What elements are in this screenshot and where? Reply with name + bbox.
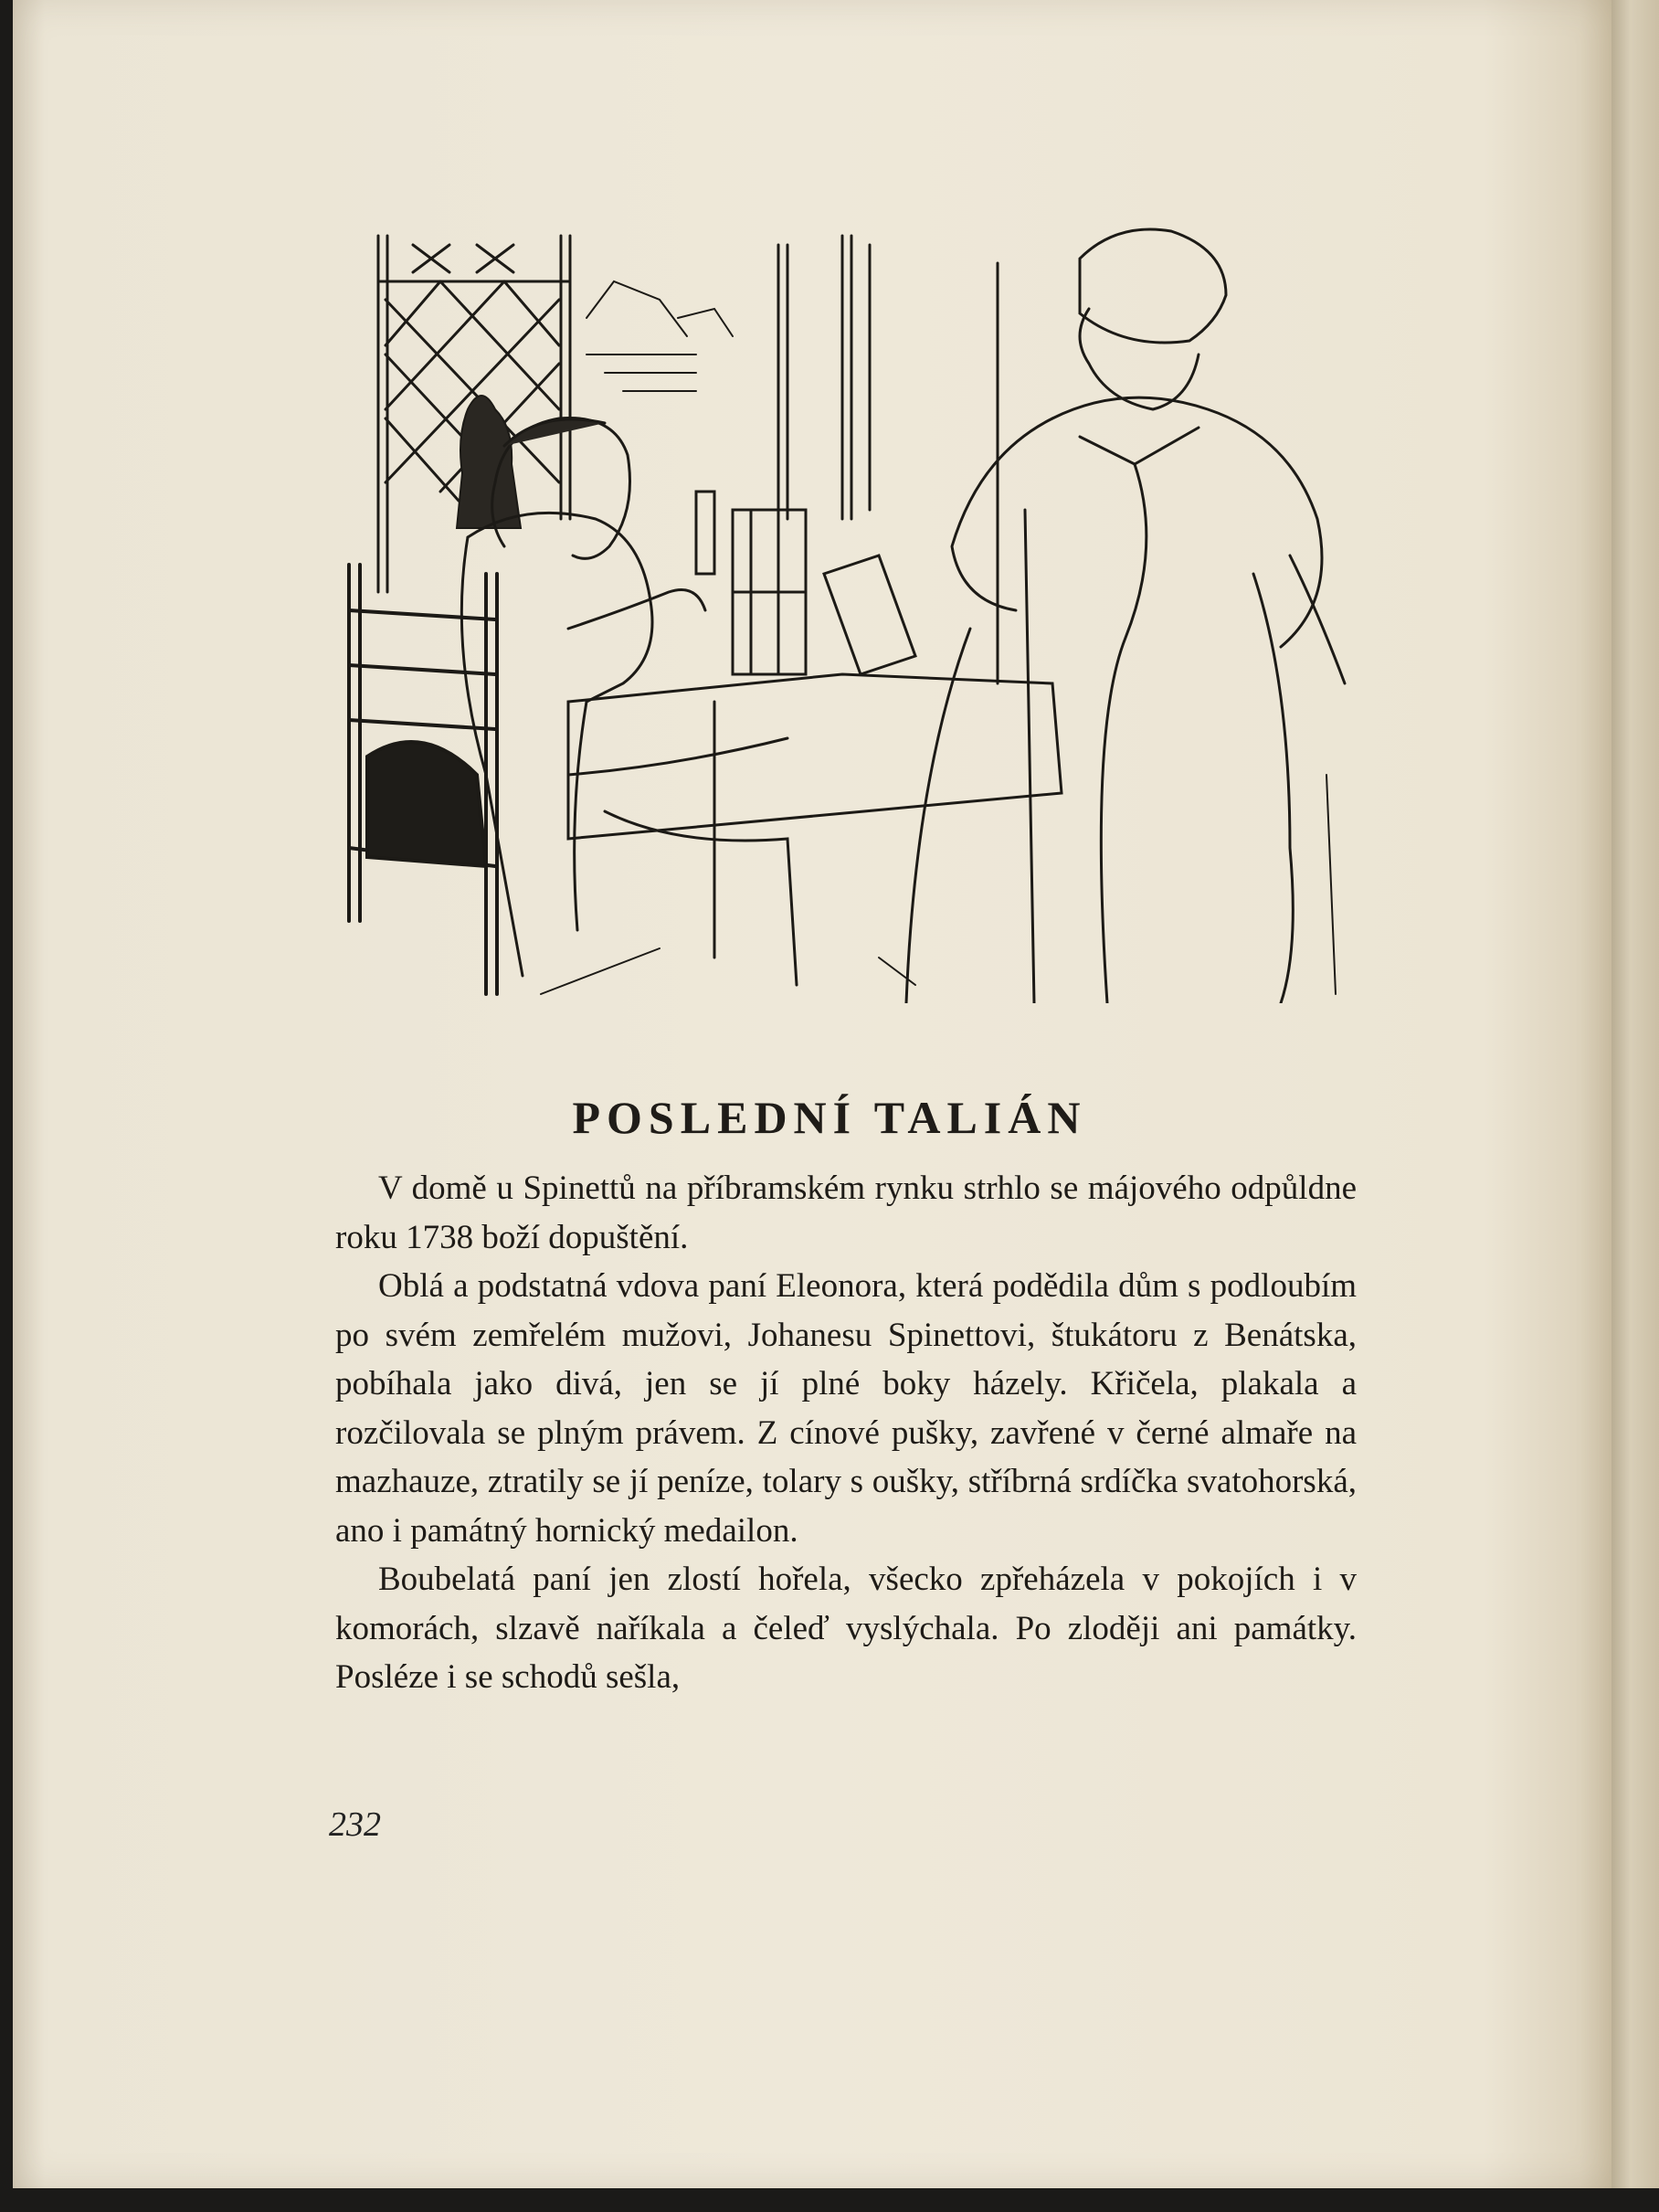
page-number: 232: [329, 1805, 381, 1844]
paragraph-3: Boubelatá paní jen zlostí hořela, všecko zpřeházela v pokojích i v komorách, slzavě naříkala a čeleď vyslýchala. Po zloději ani památky. Posléze i se schodů sešla,: [335, 1561, 1357, 1696]
standing-woman: [906, 229, 1345, 1003]
ink-illustration: [331, 208, 1365, 1003]
wooden-chair: [349, 565, 497, 994]
window-frame: [778, 236, 998, 683]
paragraph-2: Oblá a podstatná vdova paní Eleonora, která podědila dům s podloubím po svém zemřelém mužovi, Johanesu Spinettovi, štukátoru z Benátska, pobíhala jako divá, jen se jí plné boky házely. Křičela, plakala a rozčilovala se plným právem. Z cínové pušky, zavřené v černé almaře na mazhauze, ztratily se jí peníze, tolary s oušky, stříbrná srdíčka svatohorská, ano i památný hornický medailon.: [335, 1267, 1357, 1550]
town-rooftops: [586, 281, 733, 391]
floor-lines: [541, 775, 1336, 994]
scan-background-strip: [0, 2188, 1659, 2212]
body-text: [335, 1164, 1357, 1702]
workbench-machine: [568, 492, 1062, 958]
paragraph-1: V domě u Spinettů na příbramském rynku strhlo se májového odpůldne roku 1738 boží dopuštění.: [335, 1170, 1357, 1256]
chapter-title: POSLEDNÍ TALIÁN: [572, 1091, 1087, 1143]
